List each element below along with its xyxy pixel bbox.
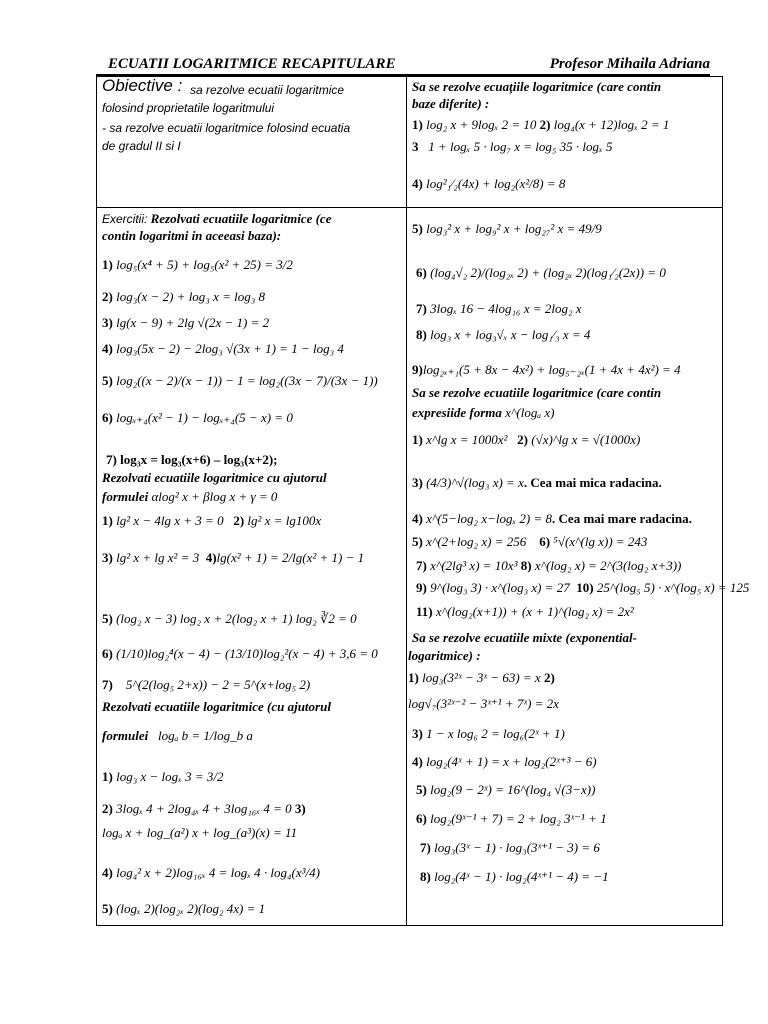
objective-line-3: - sa rezolve ecuatii logaritmice folosind ecuatia (102, 121, 351, 135)
exercise-d4: 4) log²₁⁄₂(4x) + log₂(x²/8) = 8 (412, 176, 566, 191)
exercise-d8: 8) log₃ x + log₃√ₓ x − log₁⁄₃ x = 4 (416, 327, 591, 342)
exercise-2: 2) log₃(x − 2) + log₃ x = log₃ 8 (102, 289, 266, 304)
exercise-d6: 6) (log₄√₂ 2)/(log₂ₓ 2) + (log₂ₓ 2)(log₁⁄₂(2x)) = 0 (416, 265, 666, 280)
section-same-base-title: Rezolvati ecuatiile logaritmice (ce (150, 211, 332, 226)
column-divider (406, 76, 407, 926)
exercises-heading (102, 211, 331, 227)
section-power-form-formula: expresiide forma x^(logₐ x) (412, 405, 555, 420)
document-title: ECUATII LOGARITMICE RECAPITULARE (108, 56, 396, 72)
exercise-m4: 4) log₂(4ˣ + 1) = x + log₂(2ˣ⁺³ − 6) (412, 754, 597, 769)
exercise-b5: 5) (logₓ 2)(log₂ₓ 2)(log₂ 4x) = 1 (102, 901, 266, 916)
exercise-p4: 4) x^(5−log₂ x−logₓ 2) = 8. Cea mai mare radacina. (412, 511, 692, 526)
objective-line-4: de gradul II si I (102, 139, 181, 153)
page-header (96, 56, 710, 76)
exercises-label: Exercitii: (102, 212, 148, 226)
exercise-b2: 2) 3logₓ 4 + 2log₄ₓ 4 + 3log₁₆ₓ 4 = 0 3) (102, 801, 306, 816)
exercise-m3: 3) 1 − x log₆ 2 = log₆(2ˣ + 1) (412, 726, 565, 741)
exercise-4: 4) log₃(5x − 2) − 2log₃ √(3x + 1) = 1 − log₃ 4 (102, 341, 344, 356)
exercise-p7-p8: 7) x^(2lg³ x) = 10x³ 8) x^(log₂ x) = 2^(3(log₂ x+3)) (416, 558, 682, 573)
section-mixed-title-2: logaritmice) : (408, 648, 481, 663)
exercise-p1-p2: 1) x^lg x = 1000x² 2) (√x)^lg x = √(1000x) (412, 432, 641, 447)
exercise-m7: 7) log₃(3ˣ − 1) · log₃(3ˣ⁺¹ − 3) = 6 (420, 840, 600, 855)
exercise-d9: 9)log₂ₓ₊₁(5 + 8x − 4x²) + log₅₋₂ₓ(1 + 4x + 4x²) = 4 (412, 362, 681, 377)
section-power-form-title: Sa se rezolve ecuatiile logaritmice (care contin (412, 385, 662, 400)
objective-line-2: folosind proprietatile logaritmului (102, 101, 275, 115)
exercise-p5-p6: 5) x^(2+log₂ x) = 256 6) ⁵√(x^(lg x)) = 243 (412, 534, 648, 549)
section-base-change-title: Rezolvati ecuatiile logaritmice (cu ajutorul (102, 699, 331, 714)
exercise-d5: 5) log₃² x + log₉² x + log₂₇² x = 49/9 (412, 221, 602, 236)
document-author: Profesor Mihaila Adriana (549, 56, 710, 72)
exercise-b4: 4) log₄² x + 2)log₁₆ₓ 4 = logₓ 4 · log₄(x³/4) (102, 865, 320, 880)
section-different-base-title-2: baze diferite) : (412, 96, 490, 111)
objective-label: Obiective : (102, 76, 183, 95)
row-divider (96, 207, 723, 208)
exercise-b3: logₐ x + log_(a²) x + log_(a³)(x) = 11 (102, 825, 298, 840)
section-different-base-title: Sa se rezolve ecuaţiile logaritmice (care contin (412, 79, 662, 94)
exercise-m1: 1) log₃(3²ˣ − 3ˣ − 63) = x 2) (408, 670, 555, 685)
section-base-change-formula: formulei logₐ b = 1/log_b a (102, 728, 253, 743)
section-mixed-title: Sa se rezolve ecuatiile mixte (exponential- (412, 630, 637, 645)
exercise-p11: 11) x^(log₂(x+1)) + (x + 1)^(log₂ x) = 2x² (416, 604, 634, 619)
exercise-q5: 5) (log₂ x − 3) log₂ x + 2(log₂ x + 1) log₂ ∛2 = 0 (102, 611, 357, 626)
exercise-b1: 1) log₃ x − logₓ 3 = 3/2 (102, 769, 224, 784)
exercise-m8: 8) log₂(4ˣ − 1) · log₂(4ˣ⁺¹ − 4) = −1 (420, 869, 609, 884)
exercise-m5: 5) log₂(9 − 2ˣ) = 16^(log₄ √(3−x)) (416, 782, 596, 797)
exercise-m6: 6) log₂(9ˣ⁻¹ + 7) = 2 + log₂ 3ˣ⁻¹ + 1 (416, 811, 607, 826)
exercise-p3: 3) (4/3)^√(log₃ x) = x. Cea mai mica radacina. (412, 475, 662, 490)
exercise-q1-q2: 1) lg² x − 4lg x + 3 = 0 2) lg² x = lg100x (102, 513, 322, 528)
exercise-3: 3) lg(x − 9) + 2lg √(2x − 1) = 2 (102, 315, 270, 330)
exercise-d7: 7) 3logₓ 16 − 4log₁₆ x = 2log₂ x (416, 301, 582, 316)
exercise-p9-p10: 9) 9^(log₃ 3) · x^(log₃ x) = 27 10) 25^(log₅ 5) · x^(log₅ x) = 125 (416, 580, 750, 595)
exercise-5: 5) log₂((x − 2)/(x − 1)) − 1 = log₂((3x − 7)/(3x − 1)) (102, 373, 378, 388)
exercise-q7: 7) 5^(2(log₅ 2+x)) − 2 = 5^(x+log₅ 2) (102, 677, 311, 692)
exercise-6: 6) logₓ₊₄(x² − 1) − logₓ₊₄(5 − x) = 0 (102, 410, 293, 425)
exercise-d1-d2: 1) log₂ x + 9logₓ 2 = 10 2) log₄(x + 12)logₓ 2 = 1 (412, 117, 670, 132)
exercise-1: 1) log₅(x⁴ + 5) + log₅(x² + 25) = 3/2 (102, 257, 293, 272)
section-quadratic-formula: formulei αlog² x + βlog x + γ = 0 (102, 489, 278, 504)
exercise-q3-q4: 3) lg² x + lg x² = 3 4)lg(x² + 1) = 2/lg(x² + 1) − 1 (102, 550, 365, 565)
section-quadratic-title: Rezolvati ecuatiile logaritmice cu ajutorul (102, 470, 327, 485)
exercise-q6: 6) (1/10)log₂⁴(x − 4) − (13/10)log₂²(x − 4) + 3,6 = 0 (102, 646, 378, 661)
exercise-d3: 3 1 + logₓ 5 · log₇ x = log₅ 35 · logₓ 5 (412, 139, 613, 154)
objective-line-1: sa rezolve ecuatii logaritmice (190, 83, 345, 97)
section-same-base-title-2: contin logaritmi in aceeasi baza): (102, 228, 282, 243)
exercise-m2: log√₇(3²ˣ⁻² − 3ˣ⁺¹ + 7ˣ) = 2x (408, 696, 559, 711)
exercise-7: 7) log₃x = log₃(x+6) – log₃(x+2); (106, 452, 278, 467)
